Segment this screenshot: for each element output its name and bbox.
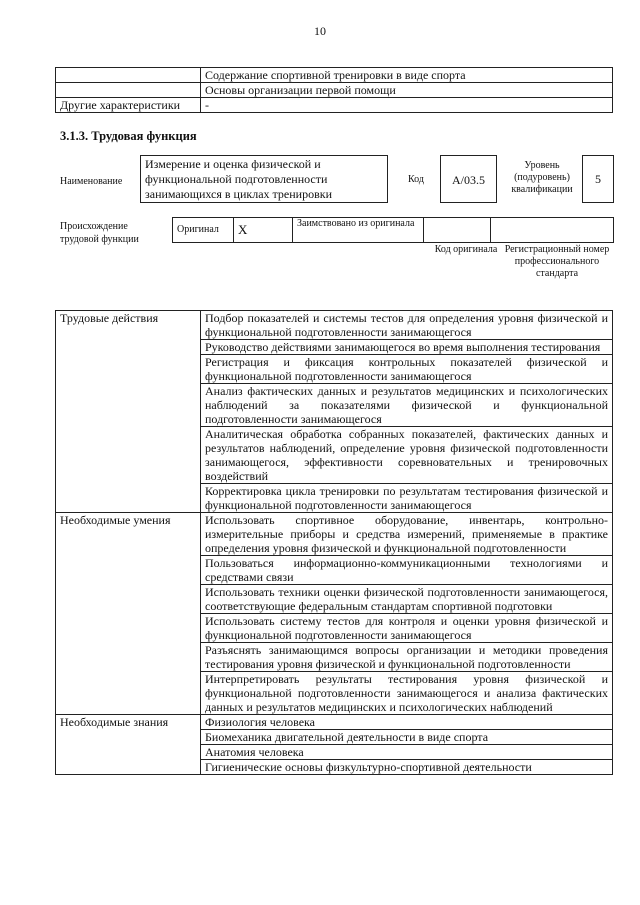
item-cell: Физиология человека	[201, 715, 613, 730]
table-row	[56, 745, 613, 760]
table-row	[56, 556, 613, 585]
origin-table	[172, 217, 614, 243]
page-number: 10	[314, 24, 326, 38]
category-cell-continued	[56, 760, 201, 775]
category-cell: Необходимые умения	[56, 513, 201, 556]
table-row	[56, 513, 613, 556]
table-cell-label	[56, 68, 201, 83]
category-cell-continued	[56, 556, 201, 585]
item-cell: Пользоваться информационно-коммуникационными технологиями и средствами связи	[201, 556, 613, 585]
item-cell: Использовать систему тестов для контроля и оценки уровня физической и функциональной подготовленности занимающегося	[201, 614, 613, 643]
table-row	[56, 643, 613, 672]
item-cell: Подбор показателей и системы тестов для определения уровня физической и функциональной подготовленности занимающегося	[201, 311, 613, 340]
borrowed-label: Заимствовано из оригинала	[293, 218, 424, 243]
function-code: А/03.5	[440, 155, 497, 203]
table-cell-value: -	[201, 98, 613, 113]
item-cell: Аналитическая обработка собранных показателей, фактических данных и результатов наблюдений, определение уровня физической подготовленности занимающегося, эффективности соревновательных и тренировочных воздействий	[201, 427, 613, 484]
category-cell: Необходимые знания	[56, 715, 201, 730]
table-row	[56, 585, 613, 614]
table-row	[173, 218, 614, 243]
table-row	[56, 760, 613, 775]
item-cell: Интерпретировать результаты тестирования уровня физической и функциональной подготовленности занимающегося и анализа фактических данных и результатов медицинских и психологических наблюдений	[201, 672, 613, 715]
table-row	[56, 98, 613, 113]
item-cell: Анализ фактических данных и результатов медицинских и психологических наблюдений за показателями физической и функциональной подготовленности занимающегося	[201, 384, 613, 427]
table-cell-value: Содержание спортивной тренировки в виде спорта	[201, 68, 613, 83]
origin-label: Происхождение трудовой функции	[60, 221, 139, 245]
characteristics-table	[55, 67, 613, 113]
category-cell-continued	[56, 745, 201, 760]
category-cell-continued	[56, 427, 201, 484]
qualification-level: 5	[582, 155, 614, 203]
table-row	[56, 730, 613, 745]
item-cell: Руководство действиями занимающегося во время выполнения тестирования	[201, 340, 613, 355]
reg-number-cell	[491, 218, 614, 243]
table-row	[56, 715, 613, 730]
code-original-label: Код оригинала	[434, 244, 498, 255]
category-cell-continued	[56, 585, 201, 614]
item-cell: Гигиенические основы физкультурно-спортивной деятельности	[201, 760, 613, 775]
category-cell-continued	[56, 614, 201, 643]
table-row	[56, 672, 613, 715]
item-cell: Разъяснять занимающимся вопросы организации и методики проведения тестирования уровня физической и функциональной подготовленности	[201, 643, 613, 672]
table-cell-label: Другие характеристики	[56, 98, 201, 113]
item-cell: Корректировка цикла тренировки по результатам тестирования физической и функциональной подготовленности занимающегося	[201, 484, 613, 513]
item-cell: Использовать спортивное оборудование, инвентарь, контрольно-измерительные приборы и средства измерений, применяемые в практике определения уровня физической и функциональной подготовленности	[201, 513, 613, 556]
item-cell: Биомеханика двигательной деятельности в виде спорта	[201, 730, 613, 745]
code-label: Код	[408, 174, 424, 185]
table-cell-label	[56, 83, 201, 98]
category-cell-continued	[56, 730, 201, 745]
table-row	[56, 340, 613, 355]
category-cell-continued	[56, 672, 201, 715]
name-label: Наименование	[60, 176, 123, 187]
table-row	[56, 68, 613, 83]
level-label: Уровень (подуровень) квалификации	[511, 160, 573, 195]
table-row	[56, 427, 613, 484]
table-row	[56, 311, 613, 340]
category-cell-continued	[56, 384, 201, 427]
original-label: Оригинал	[173, 218, 234, 243]
category-cell-continued	[56, 484, 201, 513]
table-row	[56, 484, 613, 513]
table-row	[56, 384, 613, 427]
table-row	[56, 614, 613, 643]
function-name: Измерение и оценка физической и функциональной подготовленности занимающихся в циклах тренировки	[140, 155, 388, 203]
category-cell-continued	[56, 355, 201, 384]
category-cell: Трудовые действия	[56, 311, 201, 340]
table-cell-value: Основы организации первой помощи	[201, 83, 613, 98]
item-cell: Использовать техники оценки физической подготовленности занимающегося, соответствующие федеральным стандартам спортивной подготовки	[201, 585, 613, 614]
reg-number-label: Регистрационный номер профессионального стандарта	[504, 244, 610, 279]
item-cell: Регистрация и фиксация контрольных показателей физической и функциональной подготовленности занимающегося	[201, 355, 613, 384]
category-cell-continued	[56, 340, 201, 355]
original-mark: X	[234, 218, 293, 243]
item-cell: Анатомия человека	[201, 745, 613, 760]
category-cell-continued	[56, 643, 201, 672]
table-row	[56, 355, 613, 384]
table-row	[56, 83, 613, 98]
code-original-cell	[424, 218, 491, 243]
section-title: 3.1.3. Трудовая функция	[60, 129, 197, 143]
function-details-table	[55, 310, 613, 775]
